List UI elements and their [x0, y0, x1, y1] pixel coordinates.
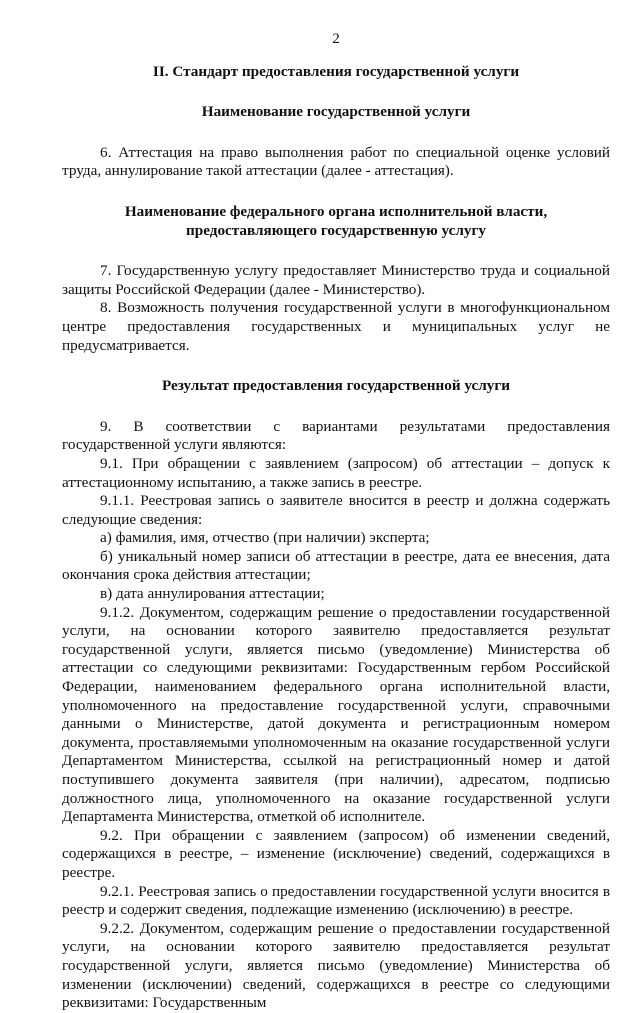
document-page: [62, 30, 610, 1013]
section-title: II. Стандарт предоставления государственной услуги: [152, 62, 520, 80]
paragraph-9-1-1-c: в) дата аннулирования аттестации;: [100, 585, 325, 603]
paragraph-9: 9. В соответствии с вариантами результатами предоставления государственной услуги являются:: [62, 417, 610, 454]
page-number: 2: [332, 30, 340, 47]
paragraph-9-1-2: 9.1.2. Документом, содержащим решение о предоставлении государственной услуги, на основании которого заявителю предоставляется результат государственной услуги, является письмо (уведомление) Министерства об аттестации со следующими реквизитами: Государственным гербом Российской Федерации, наименованием федерального органа исполнительной власти, уполномоченного на предоставление государственной услуги, справочными данными о Министерстве, датой документа и регистрационным номером документа, проставляемыми уполномоченным на оказание государственной услуги Департаментом Министерства, ссылкой на регистрационный номер и датой поступившего документа заявителя (при наличии), адресатом, подписью должностного лица, уполномоченного на оказание государственной услуги Департамента Министерства, отметкой об исполнителе.: [62, 603, 610, 826]
subsection-title-name: Наименование государственной услуги: [201, 103, 471, 121]
paragraph-9-1-1-a: а) фамилия, имя, отчество (при наличии) эксперта;: [100, 529, 430, 547]
paragraph-9-2-1: 9.2.1. Реестровая запись о предоставлении государственной услуги вносится в реестр и содержит сведения, подлежащие изменению (исключению) в реестре.: [62, 882, 610, 919]
subsection-title-result: Результат предоставления государственной услуги: [161, 377, 511, 395]
subsection-title-agency-line-2: предоставляющего государственную услугу: [186, 221, 486, 239]
paragraph-9-1-1-b: б) уникальный номер записи об аттестации в реестре, дата ее внесения, дата окончания срока действия аттестации;: [62, 547, 610, 584]
paragraph-9-2-2: 9.2.2. Документом, содержащим решение о предоставлении государственной услуги, на основании которого заявителю предоставляется результат государственной услуги, является письмо (уведомление) Министерства об изменении (исключении) сведений, содержащихся в реестре со следующими реквизитами: Государственным: [62, 919, 610, 1012]
paragraph-8: 8. Возможность получения государственной услуги в многофункциональном центре предоставления государственных и муниципальных услуг не предусматривается.: [62, 299, 610, 354]
paragraph-6: 6. Аттестация на право выполнения работ по специальной оценке условий труда, аннулирование такой аттестации (далее - аттестация).: [62, 143, 610, 180]
paragraph-9-1: 9.1. При обращении с заявлением (запросом) об аттестации – допуск к аттестационному испытанию, а также запись в реестре.: [62, 454, 610, 491]
paragraph-9-1-1: 9.1.1. Реестровая запись о заявителе вносится в реестр и должна содержать следующие сведения:: [62, 492, 610, 528]
paragraph-7: 7. Государственную услугу предоставляет Министерство труда и социальной защиты Российской Федерации (далее - Министерство).: [62, 262, 610, 298]
subsection-title-agency-line-1: Наименование федерального органа исполнительной власти,: [124, 202, 548, 220]
paragraph-9-2: 9.2. При обращении с заявлением (запросом) об изменении сведений, содержащихся в реестре, – изменение (исключение) сведений, содержащихся в реестре.: [62, 826, 610, 881]
